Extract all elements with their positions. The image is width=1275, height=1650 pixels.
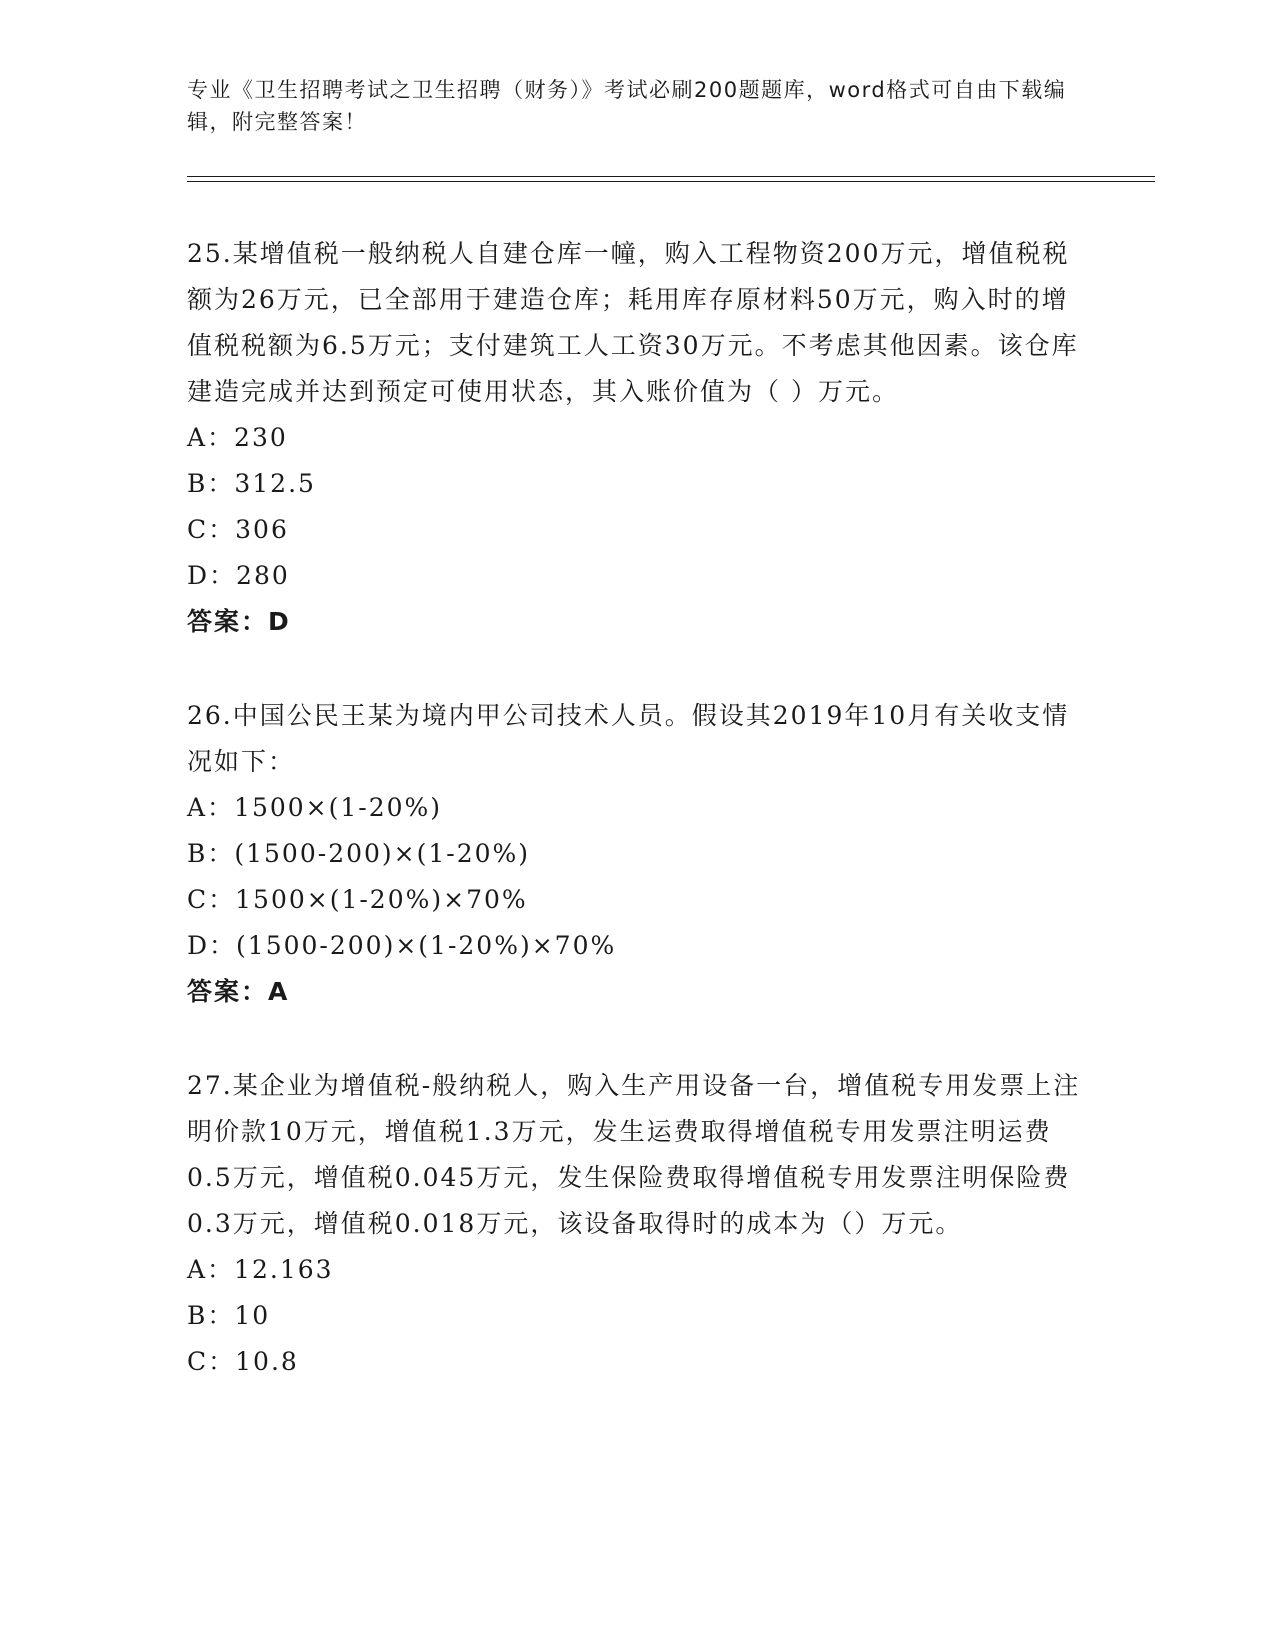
question-list <box>187 231 1087 1433</box>
question-25 <box>187 231 1087 645</box>
question-26 <box>187 693 1087 1015</box>
question-stem: 26.中国公民王某为境内甲公司技术人员。假设其2019年10月有关收支情况如下： <box>187 701 1070 776</box>
option-b: B：312.5 <box>187 469 316 498</box>
option-d: D：(1500-200)×(1-20%)×70% <box>187 931 617 960</box>
question-stem: 27.某企业为增值税-般纳税人，购入生产用设备一台，增值税专用发票上注明价款10万元，增值税1.3万元，发生运费取得增值税专用发票注明运费0.5万元，增值税0.045万元，发生保险费取得增值税专用发票注明保险费0.3万元，增值税0.018万元，该设备取得时的成本为（）万元。 <box>187 1071 1081 1238</box>
option-d: D：280 <box>187 561 290 590</box>
header-divider-top <box>187 176 1155 177</box>
option-c: C：306 <box>187 515 289 544</box>
header-divider-bottom <box>187 181 1155 182</box>
answer-label: 答案：A <box>187 977 290 1006</box>
option-b: B：10 <box>187 1301 271 1330</box>
option-b: B：(1500-200)×(1-20%) <box>187 839 531 868</box>
answer-label: 答案：D <box>187 607 291 636</box>
option-c: C：10.8 <box>187 1347 299 1376</box>
option-a: A：12.163 <box>187 1255 334 1284</box>
option-c: C：1500×(1-20%)×70% <box>187 885 528 914</box>
option-a: A：230 <box>187 423 288 452</box>
document-header: 专业《卫生招聘考试之卫生招聘（财务）》考试必刷200题题库，word格式可自由下载编辑，附完整答案！ <box>187 78 1067 134</box>
question-stem: 25.某增值税一般纳税人自建仓库一幢，购入工程物资200万元，增值税税额为26万元，已全部用于建造仓库；耗用库存原材料50万元，购入时的增值税税额为6.5万元；支付建筑工人工资30万元。不考虑其他因素。该仓库建造完成并达到预定可使用状态，其入账价值为（ ）万元。 <box>187 239 1079 406</box>
question-27 <box>187 1063 1087 1385</box>
option-a: A：1500×(1-20%) <box>187 793 443 822</box>
